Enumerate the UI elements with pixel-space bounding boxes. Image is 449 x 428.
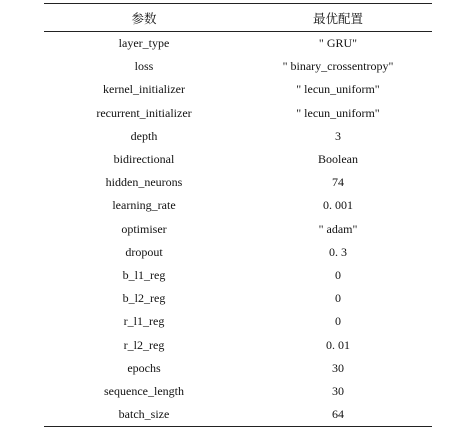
param-value: 0. 3 — [329, 244, 347, 259]
param-value: 0 — [335, 291, 341, 306]
param-name: hidden_neurons — [105, 175, 183, 190]
table-row — [44, 403, 432, 427]
param-value: 30 — [332, 383, 344, 398]
param-value: 0. 01 — [326, 337, 350, 352]
table-row — [44, 287, 432, 310]
param-name: learning_rate — [112, 198, 176, 213]
table-row — [44, 241, 432, 264]
param-name: b_l2_reg — [122, 291, 166, 306]
param-value: 0. 001 — [323, 198, 353, 213]
table-row — [44, 333, 432, 356]
table-body — [44, 32, 432, 427]
param-name: loss — [134, 59, 154, 74]
param-name: r_l2_reg — [123, 337, 165, 352]
table-row — [44, 171, 432, 194]
table-row — [44, 148, 432, 171]
param-name: optimiser — [121, 221, 167, 236]
param-value: " lecun_uniform" — [296, 105, 380, 120]
hyperparameter-table-container — [44, 3, 432, 427]
param-value: 3 — [335, 128, 341, 143]
param-value: " adam" — [318, 221, 358, 236]
param-name: layer_type — [118, 36, 170, 51]
param-value: 0 — [335, 314, 341, 329]
param-value: 0 — [335, 267, 341, 282]
table-row — [44, 357, 432, 380]
header-parameter: 参数 — [131, 10, 157, 26]
param-name: depth — [130, 128, 158, 143]
param-name: epochs — [127, 360, 161, 375]
table-row — [44, 125, 432, 148]
table-row — [44, 55, 432, 78]
param-value: 64 — [332, 407, 344, 422]
param-value: " GRU" — [318, 36, 358, 51]
param-value: " lecun_uniform" — [296, 82, 380, 97]
table-row — [44, 218, 432, 241]
table-header — [44, 4, 432, 32]
param-name: dropout — [125, 244, 163, 259]
table-row — [44, 194, 432, 217]
param-name: sequence_length — [104, 383, 184, 398]
table-row — [44, 264, 432, 287]
header-row — [44, 4, 432, 32]
param-value: 74 — [332, 175, 344, 190]
param-name: r_l1_reg — [123, 314, 165, 329]
param-name: b_l1_reg — [122, 267, 166, 282]
param-value: Boolean — [318, 152, 358, 167]
hyperparameter-table — [44, 3, 432, 427]
param-name: recurrent_initializer — [96, 105, 192, 120]
param-value: " binary_crossentropy" — [282, 59, 394, 74]
param-name: batch_size — [118, 407, 170, 422]
param-name: kernel_initializer — [103, 82, 185, 97]
table-row — [44, 310, 432, 333]
table-row — [44, 102, 432, 125]
param-value: 30 — [332, 360, 344, 375]
table-row — [44, 32, 432, 56]
param-name: bidirectional — [113, 152, 175, 167]
table-row — [44, 380, 432, 403]
header-optimal-config: 最优配置 — [312, 10, 363, 26]
table-row — [44, 78, 432, 101]
